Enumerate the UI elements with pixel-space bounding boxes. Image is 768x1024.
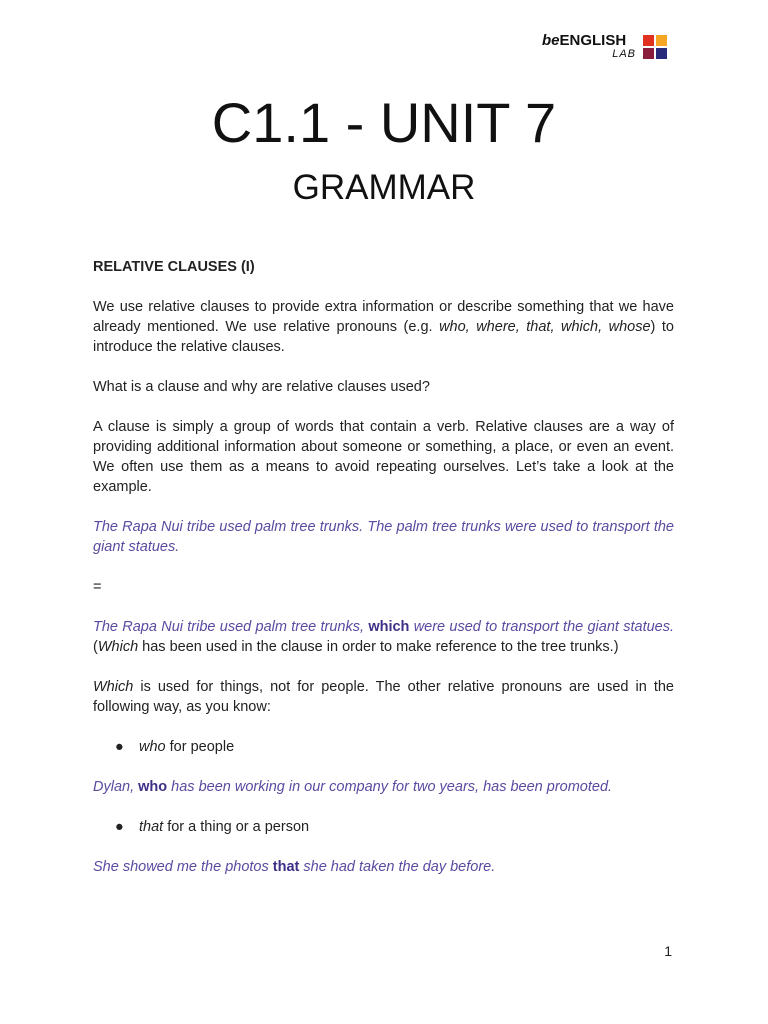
- page-subtitle: GRAMMAR: [292, 168, 476, 207]
- bullet-that-text: for a thing or a person: [163, 819, 310, 835]
- logo-square-3: [656, 48, 667, 59]
- which-usage-text: is used for things, not for people. The other relative pronouns are used in the following way, as you know:: [93, 679, 674, 715]
- which-word: Which: [93, 679, 134, 695]
- logo-mark-icon: [643, 35, 667, 59]
- example-3: [93, 777, 674, 797]
- example-3-text-a: Dylan,: [93, 779, 139, 795]
- bullet-who-text: for people: [165, 739, 235, 755]
- logo-main: ENGLISH: [559, 32, 627, 49]
- bullet-dot: ●: [115, 819, 124, 835]
- logo-square-4: [643, 48, 654, 59]
- paragraph-question: What is a clause and why are relative clauses used?: [93, 379, 430, 395]
- logo-square-1: [643, 35, 654, 46]
- logo-prefix: be: [542, 32, 560, 49]
- logo-square-2: [656, 35, 667, 46]
- bullet-that: [93, 817, 674, 837]
- bullet-who-word: who: [139, 739, 166, 755]
- page-number: 1: [664, 943, 672, 959]
- document-body: [93, 257, 674, 897]
- paragraph-clause-definition: A clause is simply a group of words that contain a verb. Relative clauses are a way of providing additional information about someone or something, a place, or even an event. We often use them as a means to avoid repeating ourselves. Let’s take a look at the example.: [93, 419, 674, 495]
- equals-sign: =: [93, 579, 102, 595]
- paragraph-intro: [93, 297, 674, 357]
- example-2-note-b: has been used in the clause in order to make reference to the tree trunks.): [138, 639, 619, 655]
- intro-text-b: ) to introduce the relative clauses.: [93, 319, 674, 355]
- bullet-who: [93, 737, 674, 757]
- example-2-note-a: (: [93, 639, 98, 655]
- example-4-text-b: she had taken the day before.: [299, 859, 496, 875]
- logo-text: [542, 32, 626, 49]
- example-1: The Rapa Nui tribe used palm tree trunks. The palm tree trunks were used to transport the giant statues.: [93, 519, 674, 555]
- example-3-pronoun: who: [138, 779, 168, 795]
- intro-pronouns: who, where, that, which, whose: [439, 319, 651, 335]
- example-4: [93, 857, 674, 877]
- page-title: C1.1 - UNIT 7: [211, 91, 557, 154]
- example-2-text-a: The Rapa Nui tribe used palm tree trunks,: [93, 619, 369, 635]
- brand-logo: [542, 30, 672, 62]
- bullet-dot: ●: [115, 739, 124, 755]
- bullet-that-word: that: [139, 819, 164, 835]
- example-2-text-b: were used to transport the giant statues.: [409, 619, 674, 635]
- example-4-pronoun: that: [272, 859, 300, 875]
- example-2: [93, 617, 674, 657]
- paragraph-which-usage: [93, 677, 674, 717]
- intro-text-a: We use relative clauses to provide extra information or describe something that we have already mentioned. We use relative pronouns (e.g.: [93, 299, 674, 335]
- example-4-text-a: She showed me the photos: [93, 859, 273, 875]
- example-2-note-italic: Which: [97, 639, 139, 655]
- example-2-pronoun: which: [368, 619, 410, 635]
- section-heading: RELATIVE CLAUSES (I): [93, 259, 255, 275]
- logo-sub: LAB: [612, 48, 636, 60]
- example-3-text-b: has been working in our company for two years, has been promoted.: [167, 779, 613, 795]
